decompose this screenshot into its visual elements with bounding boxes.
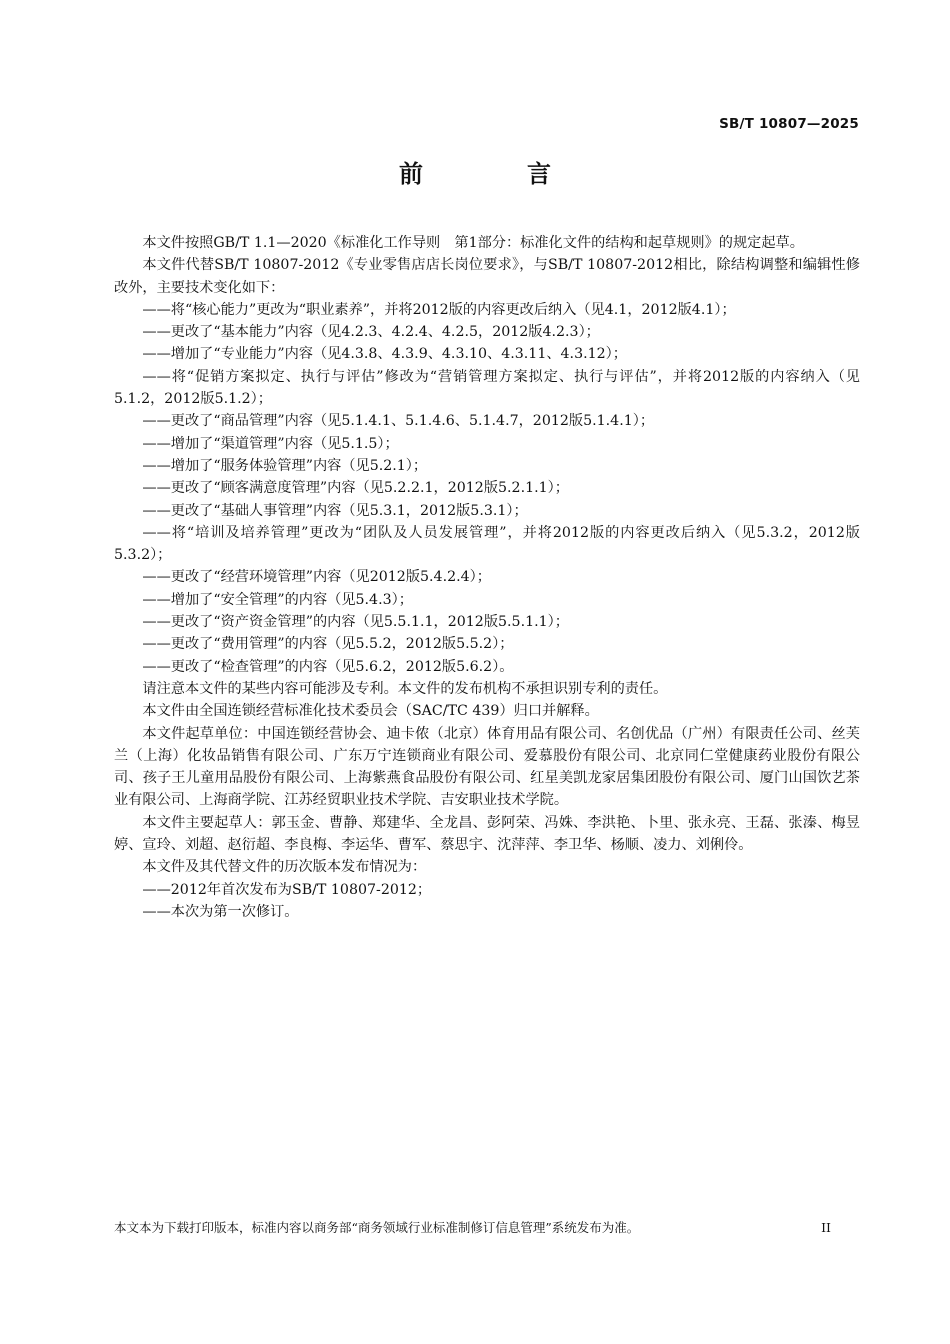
change-item: ——更改了“经营环境管理”内容（见2012版5.4.2.4）； (142, 569, 491, 586)
paragraph: 本文件起草单位：中国连锁经营协会、迪卡侬（北京）体育用品有限公司、名创优品（广州）有限责任公司、丝芙兰（上海）化妆品销售有限公司、广东万宁连锁商业有限公司、爱慕股份有限公司、北京同仁堂健康药业股份有限公司、孩子王儿童用品股份有限公司、上海紫燕食品股份有限公司、红星美凯龙家居集团股份有限公司、厦门山国饮艺茶业有限公司、上海商学院、江苏经贸职业技术学院、吉安职业技术学院。 (114, 725, 860, 809)
history-item: ——本次为第一次修订。 (142, 903, 299, 920)
change-item: ——更改了“费用管理”的内容（见5.5.2，2012版5.5.2）； (142, 636, 514, 653)
change-item: ——将“培训及培养管理”更改为“团队及人员发展管理”，并将2012版的内容更改后纳入（见5.3.2，2012版5.3.2）； (114, 524, 860, 564)
change-item: ——更改了“基本能力”内容（见4.2.3、4.2.4、4.2.5，2012版4.2.3）； (142, 324, 600, 341)
paragraph: 本文件按照GB/T 1.1—2020《标准化工作导则 第1部分：标准化文件的结构和起草规则》的规定起草。 (142, 235, 804, 251)
change-item: ——将“促销方案拟定、执行与评估”修改为“营销管理方案拟定、执行与评估”，并将2012版的内容纳入（见5.1.2，2012版5.1.2）； (114, 368, 860, 408)
paragraph: 本文件主要起草人：郭玉金、曹静、郑建华、全龙昌、彭阿荣、冯姝、李洪艳、卜里、张永亮、王磊、张溱、梅昱婷、宣玲、刘超、赵衍超、李良梅、李运华、曹军、蔡思宇、沈萍萍、李卫华、杨顺、凌力、刘俐伶。 (114, 814, 860, 854)
paragraph: 请注意本文件的某些内容可能涉及专利。本文件的发布机构不承担识别专利的责任。 (142, 680, 668, 697)
change-item: ——更改了“顾客满意度管理”内容（见5.2.2.1，2012版5.2.1.1）； (142, 480, 569, 497)
page-title: 前 言 (399, 160, 591, 188)
page-number: II (821, 1220, 831, 1235)
document-code: SB/T 10807—2025 (719, 116, 859, 132)
change-item: ——更改了“基础人事管理”内容（见5.3.1，2012版5.3.1）； (142, 502, 528, 519)
paragraph: 本文件及其代替文件的历次版本发布情况为： (142, 859, 427, 876)
footer-note: 本文本为下载打印版本，标准内容以商务部“商务领域行业标准制修订信息管理”系统发布为准。 (114, 1220, 640, 1235)
history-item: ——2012年首次发布为SB/T 10807-2012； (142, 881, 432, 898)
change-item: ——更改了“商品管理”内容（见5.1.4.1、5.1.4.6、5.1.4.7，2012版5.1.4.1）； (142, 413, 655, 430)
change-item: ——将“核心能力”更改为“职业素养”，并将2012版的内容更改后纳入（见4.1，2012版4.1）； (142, 301, 736, 318)
paragraph: 本文件代替SB/T 10807-2012《专业零售店店长岗位要求》，与SB/T 10807-2012相比，除结构调整和编辑性修改外，主要技术变化如下： (114, 257, 860, 296)
change-item: ——增加了“服务体验管理”内容（见5.2.1）； (142, 457, 428, 474)
change-item: ——更改了“资产资金管理”的内容（见5.5.1.1，2012版5.5.1.1）； (142, 614, 569, 631)
change-item: ——增加了“渠道管理”内容（见5.1.5）； (142, 435, 399, 452)
change-item: ——更改了“检查管理”的内容（见5.6.2，2012版5.6.2）。 (142, 658, 514, 675)
foreword-body (114, 232, 860, 923)
change-item: ——增加了“安全管理”的内容（见5.4.3）； (142, 591, 413, 608)
paragraph: 本文件由全国连锁经营标准化技术委员会（SAC/TC 439）归口并解释。 (142, 703, 599, 720)
change-item: ——增加了“专业能力”内容（见4.3.8、4.3.9、4.3.10、4.3.11、4.3.12）； (142, 346, 627, 363)
